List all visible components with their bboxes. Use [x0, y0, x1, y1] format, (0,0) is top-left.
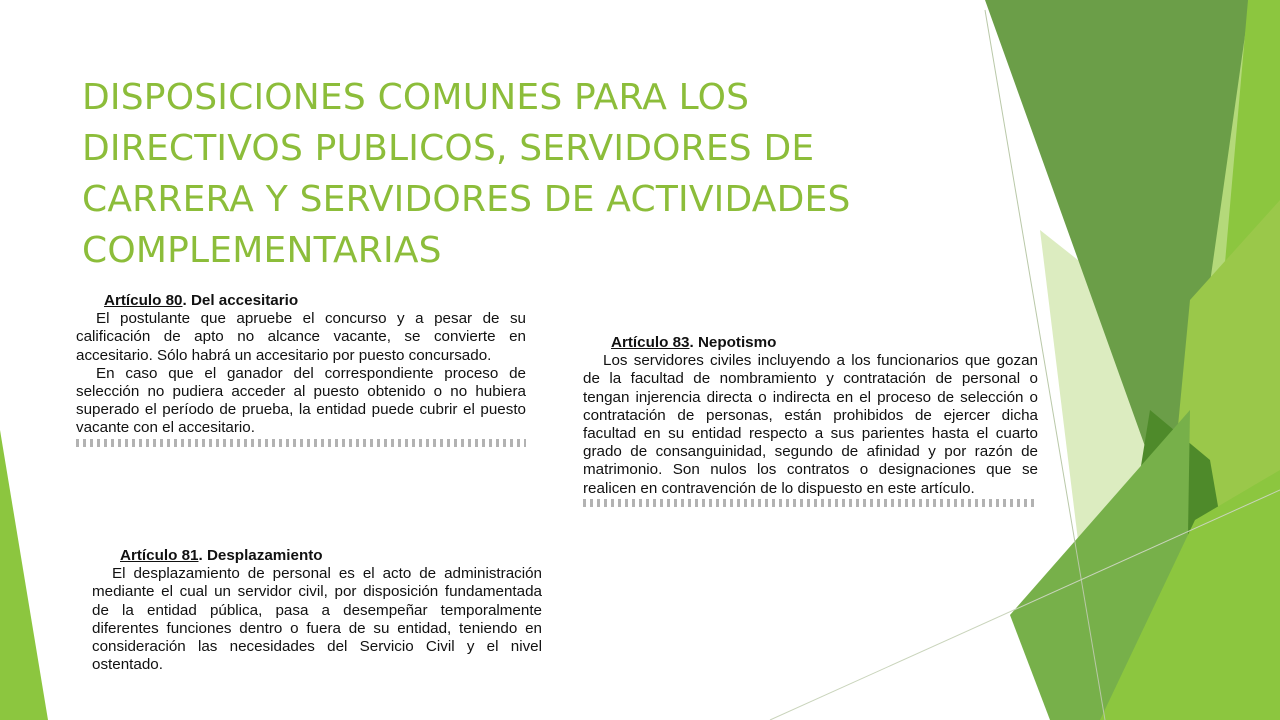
- slide-title: DISPOSICIONES COMUNES PARA LOS DIRECTIVOS PUBLICOS, SERVIDORES DE CARRERA Y SERVIDORES DE ACTIVIDADES COMPLEMENTARIAS: [82, 77, 851, 271]
- article-83-excerpt: [583, 334, 1038, 515]
- cut-text-line: [583, 499, 1038, 507]
- article-83-title: . Nepotismo: [689, 334, 777, 351]
- article-83-label: Artículo 83: [611, 334, 690, 351]
- article-80-excerpt: [76, 292, 526, 458]
- article-80-label: Artículo 80: [104, 292, 183, 309]
- article-83-heading: [583, 334, 1038, 352]
- article-81-excerpt: [92, 547, 542, 675]
- article-80-paragraph: En caso que el ganador del correspondiente proceso de selección no pudiera acceder al puesto obtenido o no hubiera superado el período de prueba, la entidad puede cubrir el puesto vacante con el accesitario.: [76, 364, 526, 437]
- cut-text-line: [76, 439, 526, 447]
- article-81-label: Artículo 81: [120, 547, 199, 564]
- article-80-paragraph: El postulante que apruebe el concurso y a pesar de su calificación de apto no alcance vacante, se convierte en accesitario. Sólo habrá un accesitario por puesto concursado.: [76, 310, 526, 364]
- article-81-heading: [92, 547, 542, 565]
- article-83-paragraph: Los servidores civiles incluyendo a los funcionarios que gozan de la facultad de nombramiento y contratación de personal o tengan injerencia directa o indirecta en el proceso de selección o contratación de personas, están prohibidos de ejercer dicha facultad en su entidad respecto a sus parientes hasta el cuarto grado de consanguinidad, segundo de afinidad y por razón de matrimonio. Son nulos los contratos o designaciones que se realicen en contravención de lo dispuesto en este artículo.: [583, 352, 1038, 497]
- article-80-heading: [76, 292, 526, 310]
- article-81-title: . Desplazamiento: [198, 547, 323, 564]
- left-green-sliver: [0, 430, 48, 720]
- article-81-paragraph: El desplazamiento de personal es el acto de administración mediante el cual un servidor civil, por disposición fundamentada de la entidad pública, pasa a desempeñar temporalmente diferentes funciones dentro o fuera de su entidad, teniendo en consideración las necesidades del Servicio Civil y el nivel ostentado.: [92, 565, 542, 674]
- article-80-title: . Del accesitario: [182, 292, 299, 309]
